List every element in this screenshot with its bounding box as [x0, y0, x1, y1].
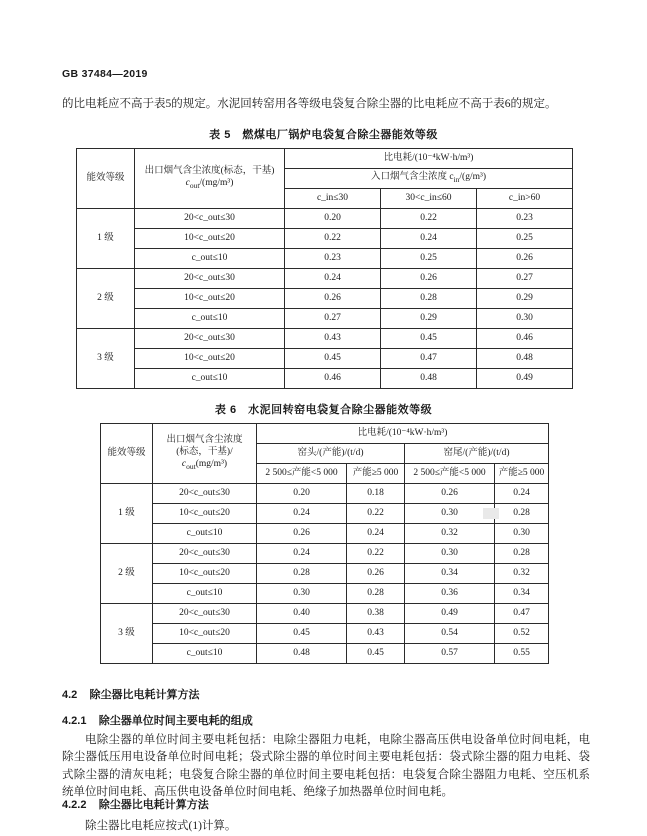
table5-cell-0-1-0: 0.22	[285, 229, 381, 249]
table6-outlet-0-2: c_out≤10	[153, 524, 257, 544]
table5-header-inlet: 入口烟气含尘浓度 $c_{in}/(g/m^3)$	[285, 169, 573, 189]
table6-cell-2-1-0: 0.45	[257, 624, 347, 644]
table6-header-outlet: 出口烟气含尘浓度 (标态，干基)/ $c_{out}(mg/m^3)$	[153, 424, 257, 484]
table-row	[77, 369, 573, 389]
table5-cell-2-2-1: 0.48	[381, 369, 477, 389]
table5-cell-2-0-1: 0.45	[381, 329, 477, 349]
table6-cell-2-1-2: 0.54	[405, 624, 495, 644]
table6-outlet-2-2: c_out≤10	[153, 644, 257, 664]
table6-header-kiln-head: 窑头/(产能)/(t/d)	[257, 444, 405, 464]
table6-cell-1-0-2: 0.30	[405, 544, 495, 564]
table-row	[101, 584, 549, 604]
table6-cell-0-2-1: 0.24	[347, 524, 405, 544]
table5-caption: 表 5 燃煤电厂锅炉电袋复合除尘器能效等级	[209, 129, 438, 141]
table6-cell-0-2-3: 0.30	[495, 524, 549, 544]
table6-cell-2-2-2: 0.57	[405, 644, 495, 664]
table6-cell-1-2-2: 0.36	[405, 584, 495, 604]
section-title: 除尘器比电耗计算方法	[98, 799, 209, 811]
table5-outlet-2-1: 10<c_out≤20	[135, 349, 285, 369]
table6-cell-0-0-3: 0.24	[495, 484, 549, 504]
table-row	[101, 564, 549, 584]
section-number: 4.2.2	[62, 799, 87, 811]
table-6	[100, 423, 549, 664]
table-row	[101, 624, 549, 644]
table5-outlet-0-2: c_out≤10	[135, 249, 285, 269]
table6-outlet-1-2: c_out≤10	[153, 584, 257, 604]
table6-cell-0-0-1: 0.18	[347, 484, 405, 504]
table5-cell-1-1-0: 0.26	[285, 289, 381, 309]
table5-outlet-1-0: 20<c_out≤30	[135, 269, 285, 289]
section-number: 4.2.1	[62, 715, 87, 727]
table5-cell-1-0-0: 0.24	[285, 269, 381, 289]
table5-cell-0-0-0: 0.20	[285, 209, 381, 229]
table5-outlet-1-1: 10<c_out≤20	[135, 289, 285, 309]
table6-cell-2-0-2: 0.49	[405, 604, 495, 624]
table5-cell-0-1-1: 0.24	[381, 229, 477, 249]
standard-number: GB 37484—2019	[62, 68, 148, 80]
table5-cell-0-0-2: 0.23	[477, 209, 573, 229]
table5-cell-2-1-0: 0.45	[285, 349, 381, 369]
table6-outlet-0-1: 10<c_out≤20	[153, 504, 257, 524]
table5-cell-1-1-2: 0.29	[477, 289, 573, 309]
table5-subheader-1: 30<c_in≤60	[381, 189, 477, 209]
table5-header-power: 比电耗/(10⁻⁴kW·h/m³)	[285, 149, 573, 169]
table-row	[101, 524, 549, 544]
table-row	[77, 249, 573, 269]
table-row	[101, 604, 549, 624]
table6-cell-0-1-3: 0.28	[495, 504, 549, 524]
table6-cell-0-0-2: 0.26	[405, 484, 495, 504]
table6-cell-2-2-1: 0.45	[347, 644, 405, 664]
table6-subheader-0: 2 500≤产能<5 000	[257, 464, 347, 484]
table6-cell-2-0-1: 0.38	[347, 604, 405, 624]
table-row	[77, 329, 573, 349]
table6-cell-1-0-3: 0.28	[495, 544, 549, 564]
table6-cell-0-2-0: 0.26	[257, 524, 347, 544]
table5-cell-0-2-0: 0.23	[285, 249, 381, 269]
section-number: 4.2	[62, 689, 78, 701]
table6-cell-2-0-3: 0.47	[495, 604, 549, 624]
table5-cell-2-1-2: 0.48	[477, 349, 573, 369]
table6-grade-0: 1 级	[101, 484, 153, 544]
table6-subheader-1: 产能≥5 000	[347, 464, 405, 484]
table5-cell-2-2-2: 0.49	[477, 369, 573, 389]
table6-outlet-2-1: 10<c_out≤20	[153, 624, 257, 644]
table6-header-kiln-tail: 窑尾/(产能)/(t/d)	[405, 444, 549, 464]
table-row	[77, 229, 573, 249]
table6-cell-1-1-2: 0.34	[405, 564, 495, 584]
table5-cell-1-0-1: 0.26	[381, 269, 477, 289]
table5-cell-2-0-2: 0.46	[477, 329, 573, 349]
table6-cell-1-1-3: 0.32	[495, 564, 549, 584]
table6-header-power: 比电耗/(10⁻⁴kW·h/m³)	[257, 424, 549, 444]
table6-cell-2-1-1: 0.43	[347, 624, 405, 644]
table6-outlet-0-0: 20<c_out≤30	[153, 484, 257, 504]
table5-grade-2: 3 级	[77, 329, 135, 389]
table6-cell-2-1-3: 0.52	[495, 624, 549, 644]
table-row	[77, 289, 573, 309]
table5-cell-1-2-1: 0.29	[381, 309, 477, 329]
table6-cell-0-1-1: 0.22	[347, 504, 405, 524]
table-row	[77, 309, 573, 329]
table6-cell-1-1-0: 0.28	[257, 564, 347, 584]
table5-cell-1-2-2: 0.30	[477, 309, 573, 329]
table5-outlet-0-0: 20<c_out≤30	[135, 209, 285, 229]
table6-cell-1-0-1: 0.22	[347, 544, 405, 564]
table6-cell-0-2-2: 0.32	[405, 524, 495, 544]
table5-subheader-2: c_in>60	[477, 189, 573, 209]
table5-cell-1-0-2: 0.27	[477, 269, 573, 289]
table5-cell-2-2-0: 0.46	[285, 369, 381, 389]
section-4-2-2-body: 除尘器比电耗应按式(1)计算。	[85, 820, 237, 832]
table6-caption: 表 6 水泥回转窑电袋复合除尘器能效等级	[214, 404, 433, 416]
table6-cell-1-1-1: 0.26	[347, 564, 405, 584]
table5-cell-2-0-0: 0.43	[285, 329, 381, 349]
table5-cell-1-1-1: 0.28	[381, 289, 477, 309]
table5-cell-2-1-1: 0.47	[381, 349, 477, 369]
table6-cell-2-2-3: 0.55	[495, 644, 549, 664]
section-heading-4-2-1	[62, 712, 253, 728]
table6-cell-2-0-0: 0.40	[257, 604, 347, 624]
table5-outlet-2-2: c_out≤10	[135, 369, 285, 389]
table6-grade-1: 2 级	[101, 544, 153, 604]
section-title: 除尘器比电耗计算方法	[89, 689, 200, 701]
table-row	[77, 269, 573, 289]
table6-cell-2-2-0: 0.48	[257, 644, 347, 664]
table6-outlet-1-1: 10<c_out≤20	[153, 564, 257, 584]
table5-grade-0: 1 级	[77, 209, 135, 269]
table-row	[101, 484, 549, 504]
table5-header-outlet: 出口烟气含尘浓度(标态，干基) $c_{out}/(mg/m^3)$	[135, 149, 285, 209]
table-row	[101, 504, 549, 524]
table6-cell-0-0-0: 0.20	[257, 484, 347, 504]
table6-cell-1-2-0: 0.30	[257, 584, 347, 604]
table5-grade-1: 2 级	[77, 269, 135, 329]
table-5	[76, 148, 573, 389]
table5-cell-0-2-1: 0.25	[381, 249, 477, 269]
table6-subheader-2: 2 500≤产能<5 000	[405, 464, 495, 484]
table6-cell-0-1-0: 0.24	[257, 504, 347, 524]
table5-outlet-2-0: 20<c_out≤30	[135, 329, 285, 349]
table6-header-grade: 能效等级	[101, 424, 153, 484]
outlet-symbol: c	[185, 178, 190, 189]
table5-outlet-0-1: 10<c_out≤20	[135, 229, 285, 249]
table6-outlet-1-0: 20<c_out≤30	[153, 544, 257, 564]
table-row	[101, 544, 549, 564]
table5-cell-0-2-2: 0.26	[477, 249, 573, 269]
table5-cell-0-1-2: 0.25	[477, 229, 573, 249]
table5-cell-0-0-1: 0.22	[381, 209, 477, 229]
table-row	[101, 644, 549, 664]
section-4-2-1-body: 电除尘器的单位时间主要电耗包括：电除尘器阻力电耗，电除尘器高压供电设备单位时间电耗，电除尘器低压用电设备单位时间电耗；袋式除尘器的单位时间主要电耗包括：袋式除尘器的阻力电耗、袋式除尘器的清灰电耗；电袋复合除尘器的单位时间主要电耗包括：电袋复合除尘器阻力电耗、空压机系统单位时间电耗、高压供电设备单位时间电耗、绝缘子加热器单位时间电耗。	[62, 734, 590, 799]
table6-subheader-3: 产能≥5 000	[495, 464, 549, 484]
table5-cell-1-2-0: 0.27	[285, 309, 381, 329]
table5-outlet-1-2: c_out≤10	[135, 309, 285, 329]
table-row	[77, 349, 573, 369]
table6-outlet-2-0: 20<c_out≤30	[153, 604, 257, 624]
table6-cell-1-2-1: 0.28	[347, 584, 405, 604]
table6-cell-0-1-2: 0.30	[405, 504, 495, 524]
table-row	[77, 209, 573, 229]
section-heading-4-2	[62, 686, 200, 702]
section-heading-4-2-2	[62, 796, 209, 812]
table6-grade-2: 3 级	[101, 604, 153, 664]
highlight-mark	[483, 508, 499, 519]
intro-paragraph: 的比电耗应不高于表5的规定。水泥回转窑用各等级电袋复合除尘器的比电耗应不高于表6的规定。	[62, 98, 557, 110]
section-title: 除尘器单位时间主要电耗的组成	[98, 715, 253, 727]
table5-header-grade: 能效等级	[77, 149, 135, 209]
table6-cell-1-0-0: 0.24	[257, 544, 347, 564]
table5-subheader-0: c_in≤30	[285, 189, 381, 209]
table6-cell-1-2-3: 0.34	[495, 584, 549, 604]
